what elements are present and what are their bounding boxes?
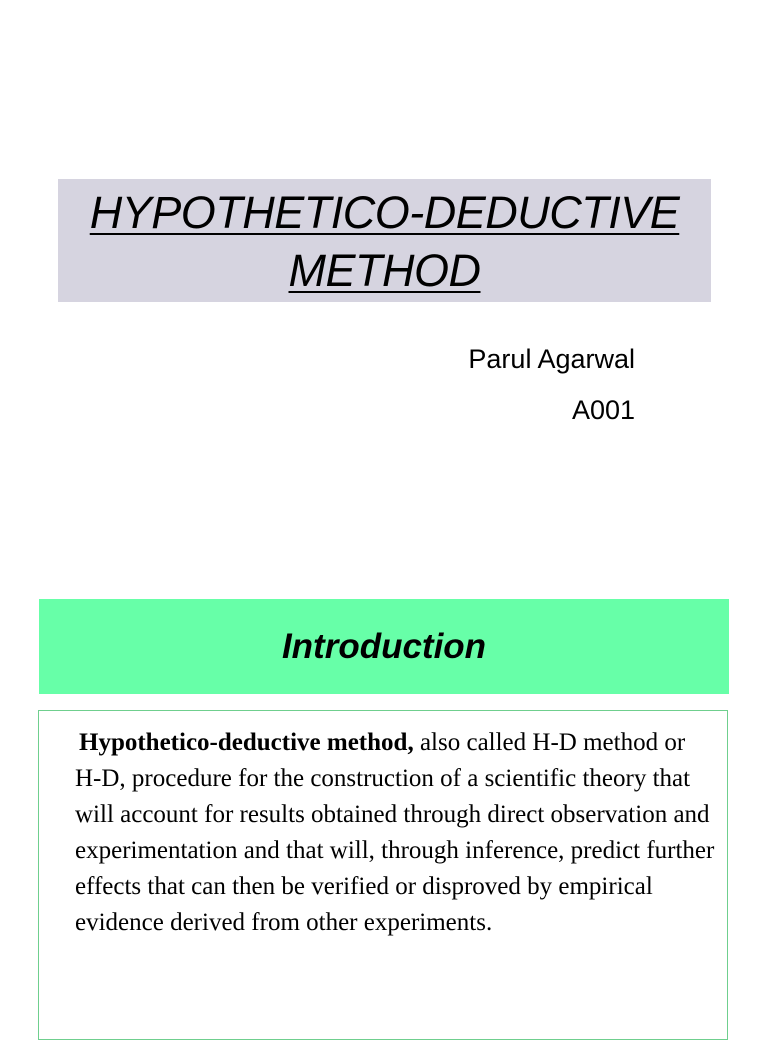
introduction-heading: Introduction [281,627,487,666]
title-box [58,179,711,302]
introduction-paragraph [75,725,715,941]
introduction-body-box [38,710,728,1040]
title-line-1: HYPOTHETICO-DEDUCTIVE [89,187,680,238]
author-name: Parul Agarwal [468,344,635,374]
title-line-2: METHOD [288,245,481,296]
defined-term: Hypothetico-deductive method, [79,729,414,756]
definition-text: also called H-D method or H-D, procedure for the construction of a scientific theory that will account for results obtained through direct observation and experimentation and that will, through inference, predict further effects that can then be verified or disproved by empirical evidence derived from other experiments. [75,729,715,936]
introduction-banner [39,599,729,694]
introduction-slide [0,575,768,1024]
author-block [468,334,635,436]
author-id: A001 [571,395,635,425]
